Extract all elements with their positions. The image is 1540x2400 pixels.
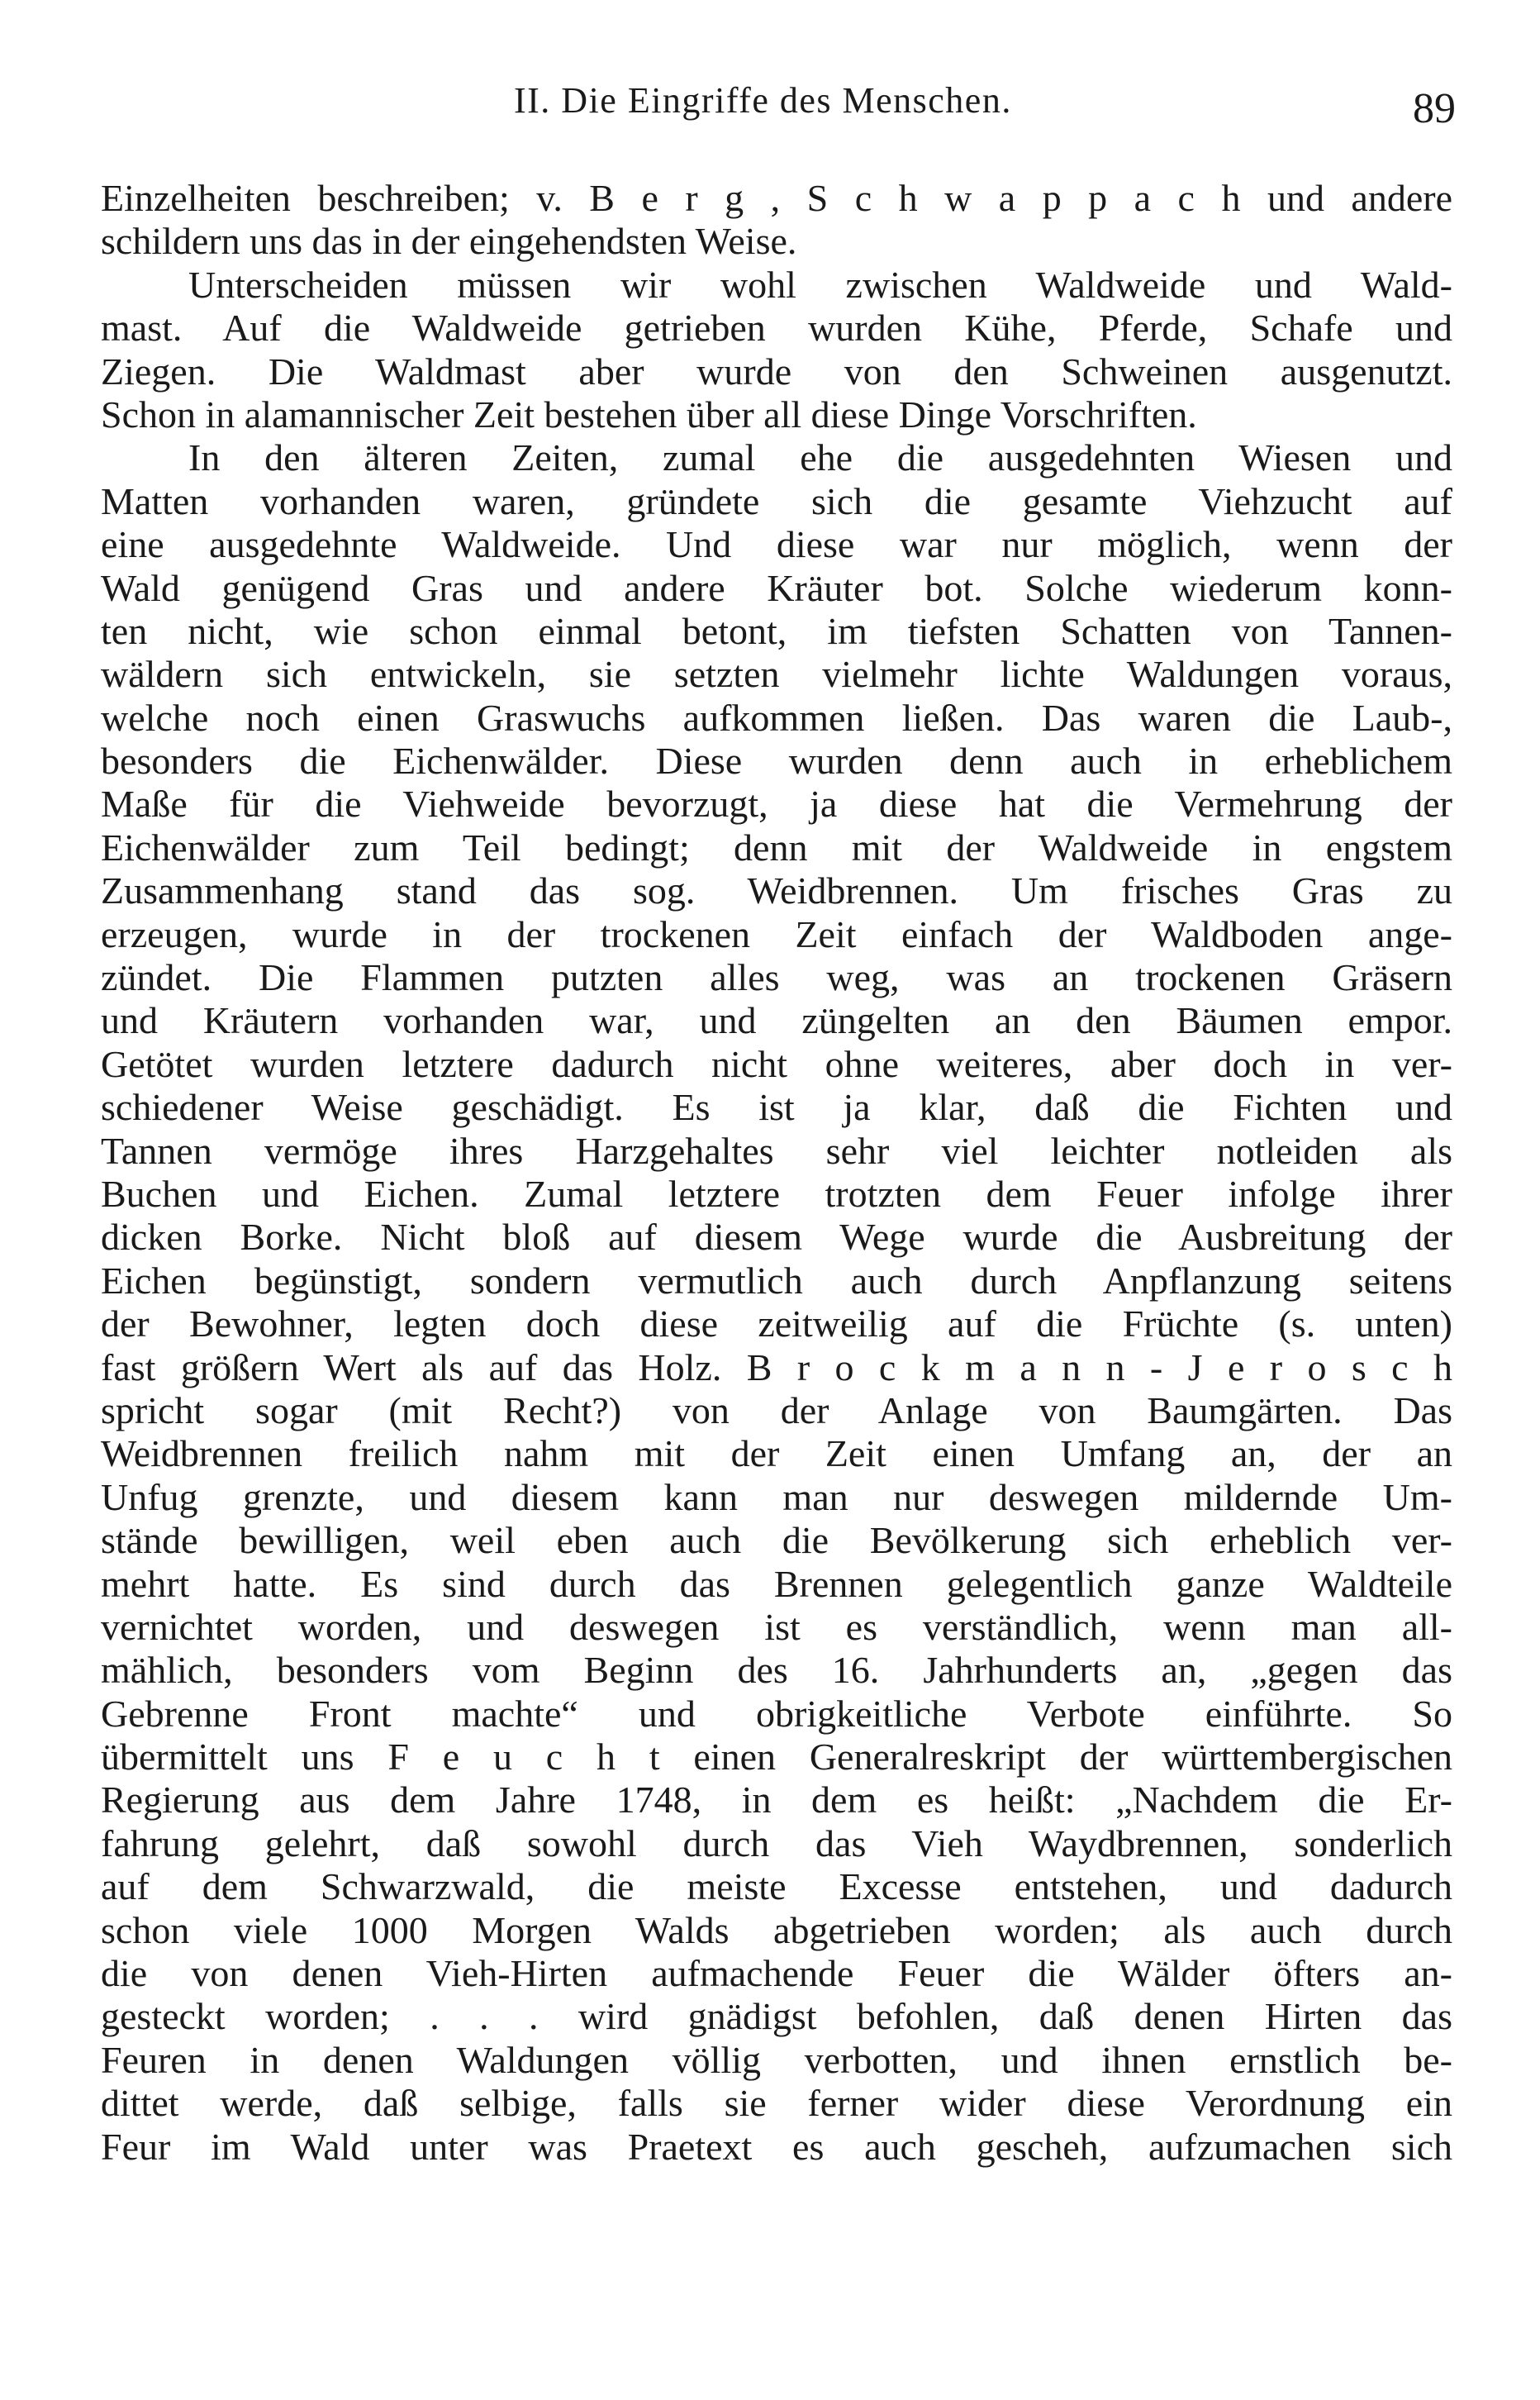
text-line: fast größern Wert als auf das Holz. B r o c k m a n n - J e r o s c h — [101, 1345, 1452, 1388]
text-line: besonders die Eichenwälder. Diese wurden denn auch in erheblichem — [101, 740, 1452, 783]
text-line: die von denen Vieh-Hirten aufmachende Feuer die Wälder öfters an- — [101, 1952, 1452, 1995]
text-line: dicken Borke. Nicht bloß auf diesem Wege wurde die Ausbreitung der — [101, 1216, 1452, 1259]
text-line: gesteckt worden; . . . wird gnädigst befohlen, daß denen Hirten das — [101, 1995, 1452, 2038]
text-line: spricht sogar (mit Recht?) von der Anlage von Baumgärten. Das — [101, 1388, 1452, 1431]
text-line: Weidbrennen freilich nahm mit der Zeit einen Umfang an, der an — [101, 1432, 1452, 1475]
text-line: mählich, besonders vom Beginn des 16. Jahrhunderts an, „gegen das — [101, 1649, 1452, 1692]
running-header — [101, 71, 1456, 137]
text-line: der Bewohner, legten doch diese zeitweilig auf die Früchte (s. unten) — [101, 1302, 1452, 1345]
text-line: mast. Auf die Waldweide getrieben wurden Kühe, Pferde, Schafe und — [101, 307, 1452, 350]
text-line: vernichtet worden, und deswegen ist es verständlich, wenn man all- — [101, 1605, 1452, 1648]
text-line: zündet. Die Flammen putzten alles weg, was an trockenen Gräsern — [101, 956, 1452, 999]
text-line: Feur im Wald unter was Praetext es auch gescheh, aufzumachen sich — [101, 2125, 1452, 2168]
text-line: wäldern sich entwickeln, sie setzten vielmehr lichte Waldungen voraus, — [101, 653, 1452, 696]
chapter-running-title: II. Die Eingriffe des Menschen. — [514, 80, 1012, 121]
text-line: welche noch einen Graswuchs aufkommen ließen. Das waren die Laub-, — [101, 696, 1452, 739]
text-line: Eichen begünstigt, sondern vermutlich auch durch Anpflanzung seitens — [101, 1259, 1452, 1302]
text-line: schiedener Weise geschädigt. Es ist ja klar, daß die Fichten und — [101, 1086, 1452, 1129]
text-line: eine ausgedehnte Waldweide. Und diese war nur möglich, wenn der — [101, 523, 1452, 566]
text-line: Gebrenne Front machte“ und obrigkeitliche Verbote einführte. So — [101, 1692, 1452, 1735]
page-number: 89 — [1413, 85, 1456, 132]
text-line: Matten vorhanden waren, gründete sich die gesamte Viehzucht auf — [101, 479, 1452, 522]
text-line: Unterscheiden müssen wir wohl zwischen Waldweide und Wald- — [188, 263, 1452, 306]
text-line: Unfug grenzte, und diesem kann man nur deswegen mildernde Um- — [101, 1475, 1452, 1518]
text-line: Wald genügend Gras und andere Kräuter bot. Solche wiederum konn- — [101, 566, 1452, 609]
text-line: Eichenwälder zum Teil bedingt; denn mit der Waldweide in engstem — [101, 826, 1452, 869]
text-line: übermittelt uns F e u c h t einen Generalreskript der württembergischen — [101, 1736, 1452, 1779]
text-line: mehrt hatte. Es sind durch das Brennen gelegentlich ganze Waldteile — [101, 1562, 1452, 1605]
text-line: Getötet wurden letztere dadurch nicht ohne weiteres, aber doch in ver- — [101, 1042, 1452, 1085]
text-line: und Kräutern vorhanden war, und züngelten an den Bäumen empor. — [101, 999, 1452, 1042]
text-line: Ziegen. Die Waldmast aber wurde von den Schweinen ausgenutzt. — [101, 350, 1452, 393]
text-line: Buchen und Eichen. Zumal letztere trotzten dem Feuer infolge ihrer — [101, 1172, 1452, 1215]
text-line: schildern uns das in der eingehendsten Weise. — [101, 220, 797, 263]
text-line: Einzelheiten beschreiben; v. B e r g , S c h w a p p a c h und andere — [101, 177, 1452, 219]
text-line: Schon in alamannischer Zeit bestehen über all diese Dinge Vorschriften. — [101, 393, 1197, 436]
text-line: Maße für die Viehweide bevorzugt, ja diese hat die Vermehrung der — [101, 783, 1452, 826]
text-line: ten nicht, wie schon einmal betont, im tiefsten Schatten von Tannen- — [101, 609, 1452, 652]
text-line: erzeugen, wurde in der trockenen Zeit einfach der Waldboden ange- — [101, 912, 1452, 955]
text-line: Tannen vermöge ihres Harzgehaltes sehr viel leichter notleiden als — [101, 1129, 1452, 1172]
text-line: In den älteren Zeiten, zumal ehe die ausgedehnten Wiesen und — [188, 436, 1452, 479]
text-line: Zusammenhang stand das sog. Weidbrennen. Um frisches Gras zu — [101, 869, 1452, 912]
body-text — [101, 177, 1452, 2169]
text-line: schon viele 1000 Morgen Walds abgetrieben worden; als auch durch — [101, 1908, 1452, 1951]
text-line: dittet werde, daß selbige, falls sie ferner wider diese Verordnung ein — [101, 2082, 1452, 2125]
text-line: auf dem Schwarzwald, die meiste Excesse entstehen, und dadurch — [101, 1865, 1452, 1908]
text-line: Feuren in denen Waldungen völlig verbotten, und ihnen ernstlich be- — [101, 2038, 1452, 2081]
text-line: fahrung gelehrt, daß sowohl durch das Vieh Waydbrennen, sonderlich — [101, 1821, 1452, 1864]
text-line: stände bewilligen, weil eben auch die Bevölkerung sich erheblich ver- — [101, 1519, 1452, 1562]
text-line: Regierung aus dem Jahre 1748, in dem es heißt: „Nachdem die Er- — [101, 1779, 1452, 1821]
